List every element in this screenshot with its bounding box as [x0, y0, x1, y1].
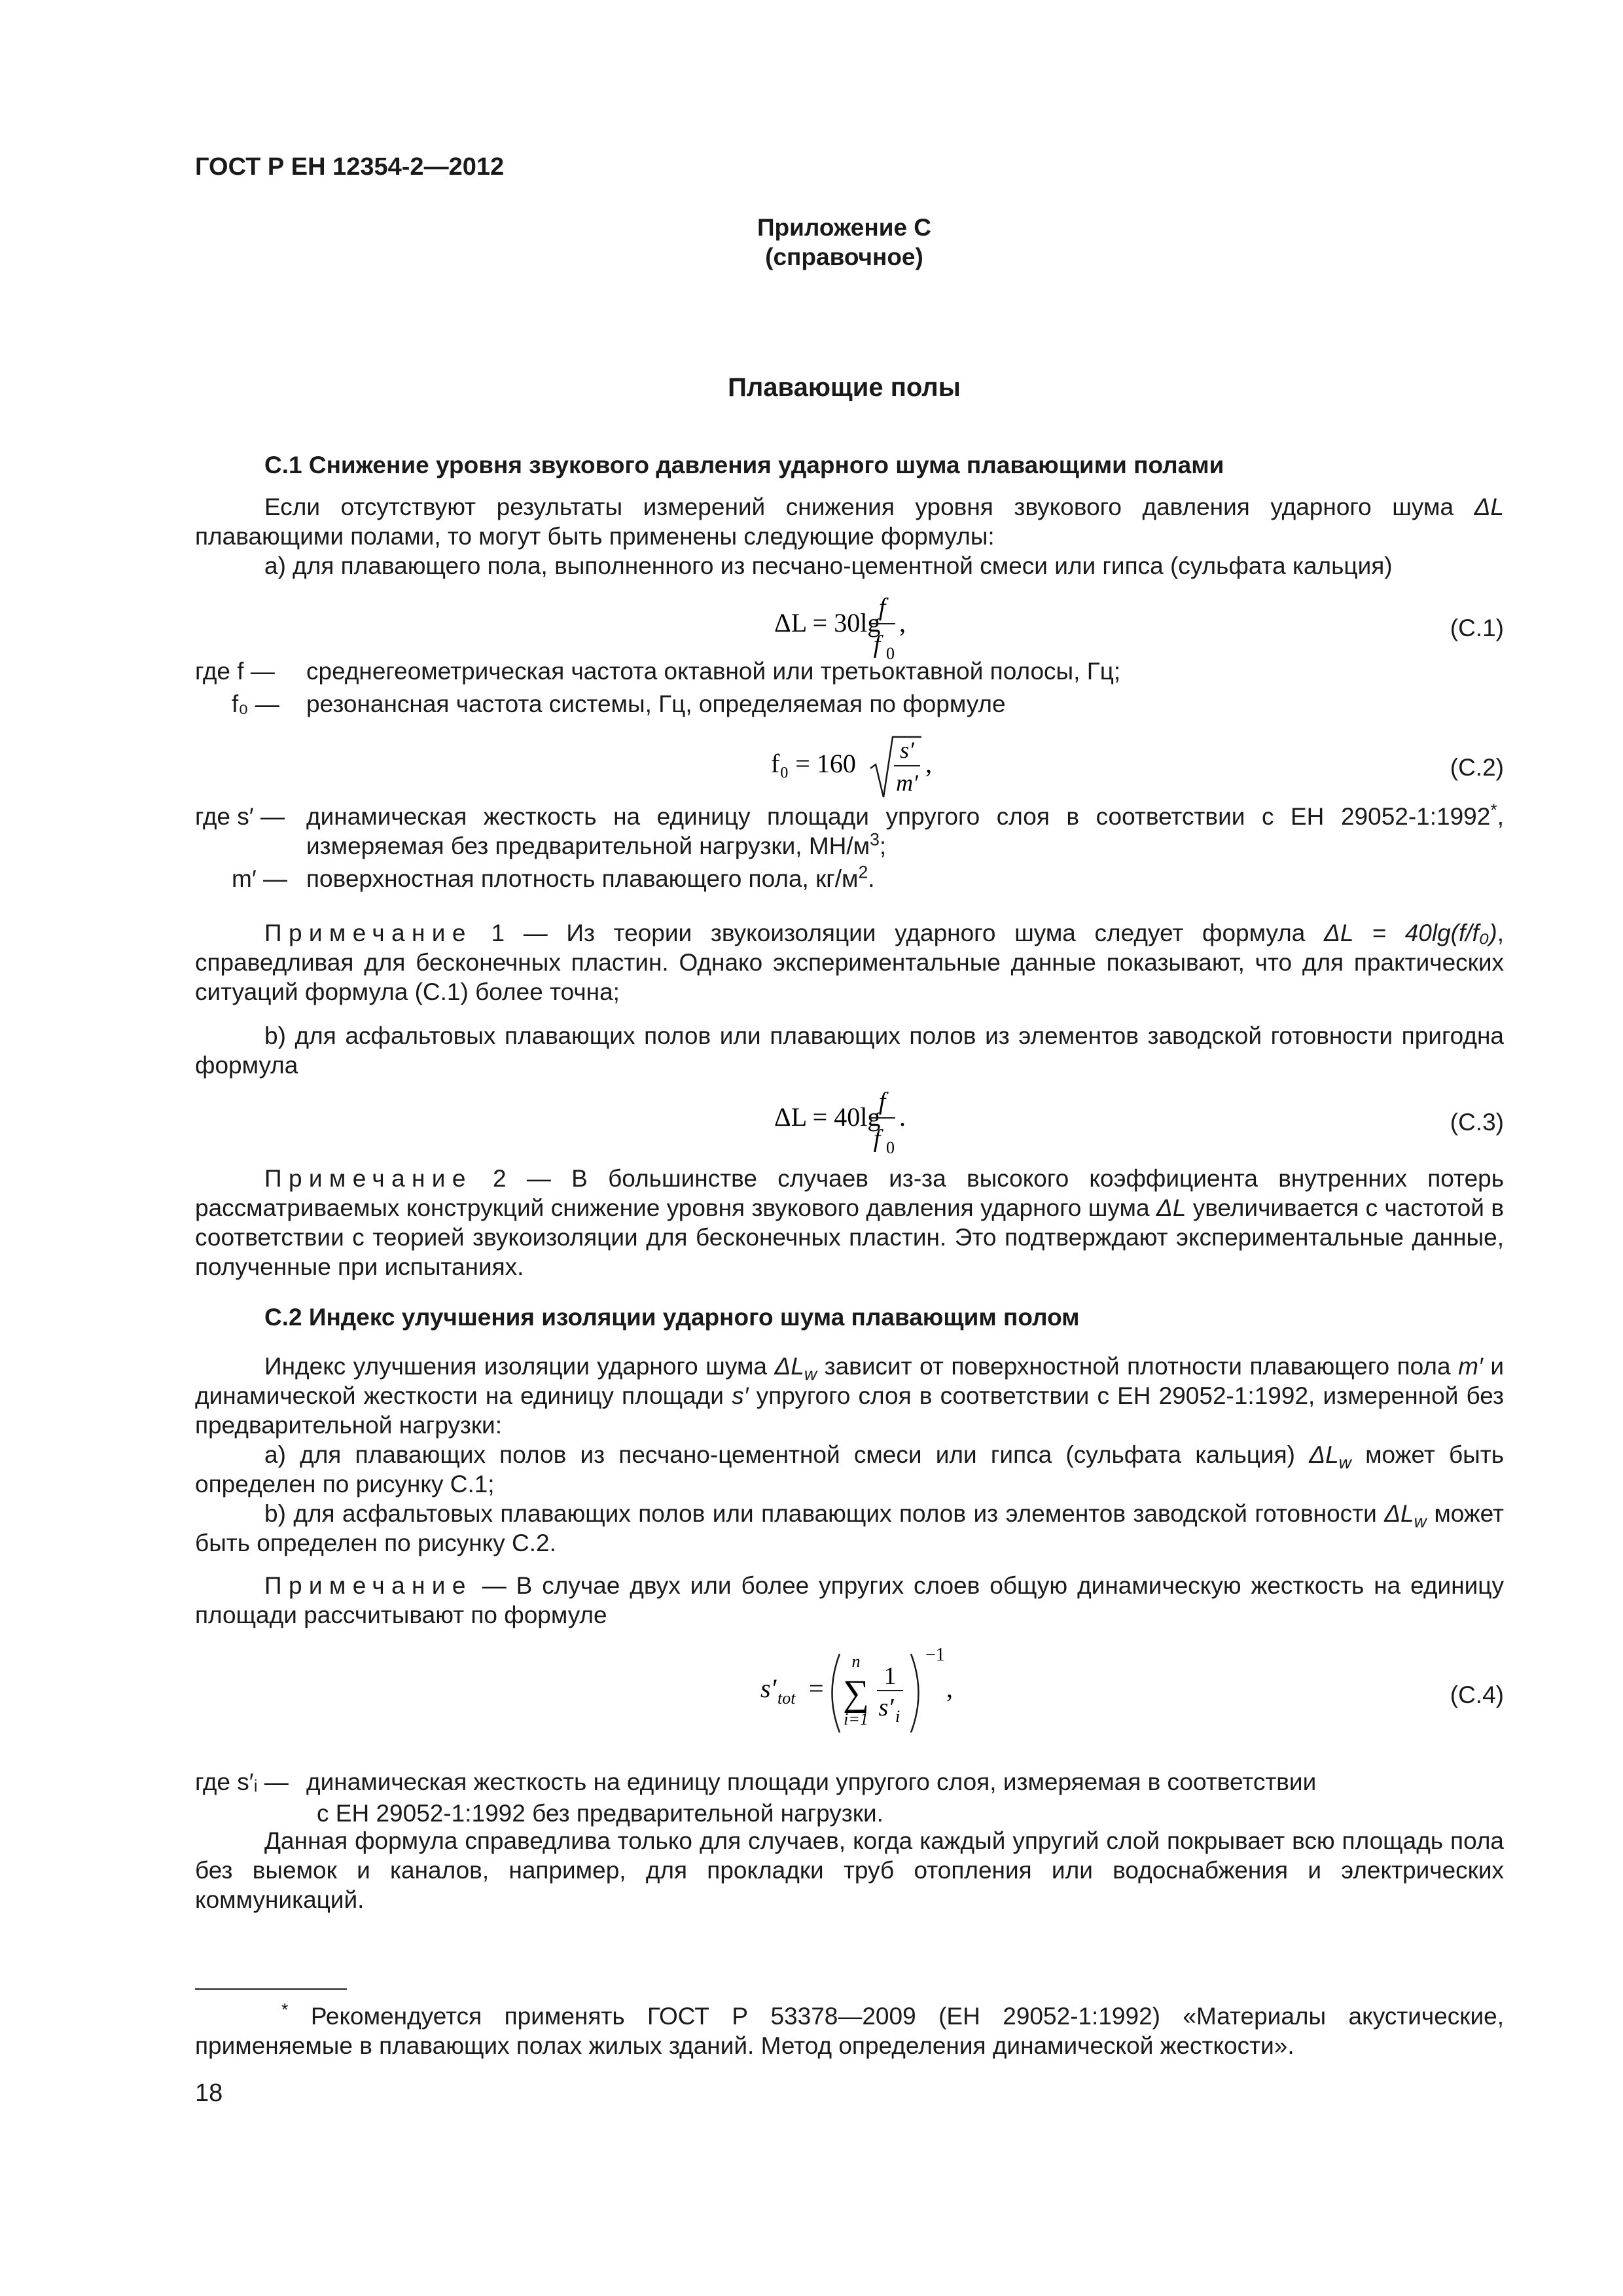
c2-final-paragraph: Данная формула справедлива только для случаев, когда каждый упругий слой покрывает всю площадь пола без выемок и каналов, например, для прокладки труб отопления или водоснабжения и электрических коммуникаций. [195, 1827, 1504, 1914]
equation-c2 [195, 725, 1504, 810]
equation-c4-number: (С.4) [1450, 1681, 1504, 1708]
eq4-power: −1 [925, 1645, 945, 1665]
where-2-text: резонансная частота системы, Гц, определяемая по формуле [306, 691, 1006, 717]
document-header: ГОСТ Р ЕН 12354-2—2012 [195, 153, 505, 181]
c1-item-a: a) для плавающего пола, выполненного из песчано-цементной смеси или гипса (сульфата кальция) [264, 552, 1393, 579]
c1-heading: С.1 Снижение уровня звукового давления ударного шума плавающими полами [264, 452, 1224, 478]
eq4-sum-bottom: i=1 [844, 1710, 868, 1729]
footnote: * Рекомендуется применять ГОСТ Р 53378—2009 (ЕН 29052-1:1992) «Материалы акустические, применяемые в плавающих полах жилых зданий. Метод определения динамической жесткости». [195, 2000, 1505, 2060]
where-5-line-2: с ЕН 29052-1:1992 без предварительной нагрузки. [317, 1800, 883, 1827]
c1-item-b: b) для асфальтовых плавающих полов или плавающих полов из элементов заводской готовности пригодна формула [195, 1022, 1504, 1079]
equation-c2-formula [195, 725, 1504, 810]
equation-c3-formula [195, 1080, 1504, 1165]
eq4-equals: = [809, 1674, 824, 1703]
where-3-text: динамическая жесткость на единицу площади упругого слоя в соответствии с ЕН 29052-1:1992*, измеряемая без предварительной нагрузки, $МН/м^3$; [306, 800, 1504, 860]
c2-item-a: a) для плавающих полов из песчано-цементной смеси или гипса (сульфата кальция) $\Delta L_w$ может быть определен по рисунку С.1; [195, 1441, 1505, 1498]
eq4-right-paren [911, 1654, 919, 1732]
eq1-numerator: f [878, 594, 886, 621]
eq1-den-sub: 0 [886, 644, 895, 663]
where-4-label: m′ — [232, 865, 288, 892]
equation-c1-number: (С.1) [1450, 615, 1504, 641]
eq2-lhs: f₀ = 160 [771, 749, 856, 778]
equation-c4 [195, 1640, 1504, 1744]
eq4-den-sub: i [895, 1707, 901, 1726]
eq2-tail: , [925, 749, 932, 778]
annex-title: Приложение С [757, 214, 932, 241]
c2-paragraph-1: Индекс улучшения изоляции ударного шума $\Delta L_w$ зависит от поверхностной плотности плавающего пола m′ и динамической жесткости на единицу площади s′ упругого слоя в соответствии с ЕН 29052-1:1992, измеренной без предварительной нагрузки: [195, 1353, 1505, 1439]
where-3-label: где s′ — [195, 803, 285, 830]
eq4-left-paren [832, 1654, 840, 1732]
eq4-sum-top: n [851, 1652, 861, 1671]
where-1-text: среднегеометрическая частота октавной или третьоктавной полосы, Гц; [306, 658, 1121, 685]
eq4-lhs-sub: tot [777, 1689, 796, 1708]
where-1-label: где f — [195, 658, 275, 685]
footnote-mark: * [281, 2000, 289, 2020]
eq3-denominator: f [873, 1125, 881, 1153]
section-title: Плавающие полы [728, 373, 961, 402]
c1-intro: Если отсутствуют результаты измерений снижения уровня звукового давления ударного шума ΔL плавающими полами, то могут быть применены следующие формулы: [195, 493, 1504, 550]
eq2-numerator: s′ [900, 737, 914, 763]
where-list-1 [195, 656, 1504, 722]
annex-type: (справочное) [765, 243, 923, 270]
eq3-den-sub: 0 [886, 1138, 895, 1157]
eq4-tail: , [946, 1674, 953, 1703]
where-4-text: поверхностная плотность плавающего пола, $кг/м^2$. [306, 862, 875, 892]
eq3-numerator: f [878, 1088, 886, 1115]
note-1-formula: ΔL = 40lg(f/f₀) [1324, 920, 1497, 946]
c1-note-1: Примечание 1 — Из теории звукоизоляции ударного шума следует формула ΔL = 40lg(f/f₀), справедливая для бесконечных пластин. Однако экспериментальные данные показывают, что для практических ситуаций формула (С.1) более точна; [195, 920, 1504, 1006]
where-list-3 [195, 1767, 1504, 1833]
c1-note-2: Примечание 2 — В большинстве случаев из-за высокого коэффициента внутренних потерь рассматриваемых конструкций снижение уровня звукового давления ударного шума ΔL увеличивается с частотой в соответствии с теорией звукоизоляции для бесконечных пластин. Это подтверждают экспериментальные данные, полученные при испытаниях. [195, 1165, 1505, 1281]
c2-note-label: Примечание [264, 1572, 473, 1599]
delta-l-symbol: ΔL [1474, 493, 1504, 520]
page-number: 18 [195, 2079, 223, 2107]
c2-item-b: b) для асфальтовых плавающих полов или плавающих полов из элементов заводской готовности $\Delta L_w$ может быть определен по рисунку С.2. [195, 1500, 1504, 1557]
eq2-denominator: m′ [896, 770, 918, 796]
footnote-ref: * [1490, 800, 1497, 820]
eq1-lhs: ΔL = 30lg [774, 608, 881, 637]
equation-c2-number: (С.2) [1450, 754, 1504, 781]
eq4-denominator: s′ [878, 1694, 894, 1721]
where-5-line-1: динамическая жесткость на единицу площади упругого слоя, измеряемая в соответствии [306, 1768, 1317, 1795]
eq4-numerator: 1 [883, 1662, 897, 1690]
note-2-label: Примечание [264, 1165, 473, 1192]
footnote-rule [195, 1988, 347, 1990]
equation-c3 [195, 1080, 1504, 1165]
where-list-2 [195, 802, 1504, 900]
eq1-tail: , [899, 608, 906, 637]
eq3-tail: . [899, 1102, 906, 1132]
c2-heading: С.2 Индекс улучшения изоляции ударного шума плавающим полом [264, 1304, 1080, 1331]
c2-note: Примечание — В случае двух или более упругих слоев общую динамическую жесткость на единицу площади рассчитывают по формуле [195, 1572, 1504, 1629]
note-1-label: Примечание [264, 920, 473, 946]
equation-c4-formula [195, 1640, 1504, 1744]
eq4-lhs: s′ [760, 1674, 777, 1703]
where-2-label: f₀ — [232, 691, 279, 717]
eq4-sum-sign: ∑ [843, 1673, 869, 1713]
where-5-label: где s′ᵢ — [195, 1768, 289, 1795]
eq3-lhs: ΔL = 40lg [774, 1102, 881, 1132]
equation-c3-number: (С.3) [1450, 1109, 1504, 1136]
eq1-denominator: f [873, 631, 881, 658]
